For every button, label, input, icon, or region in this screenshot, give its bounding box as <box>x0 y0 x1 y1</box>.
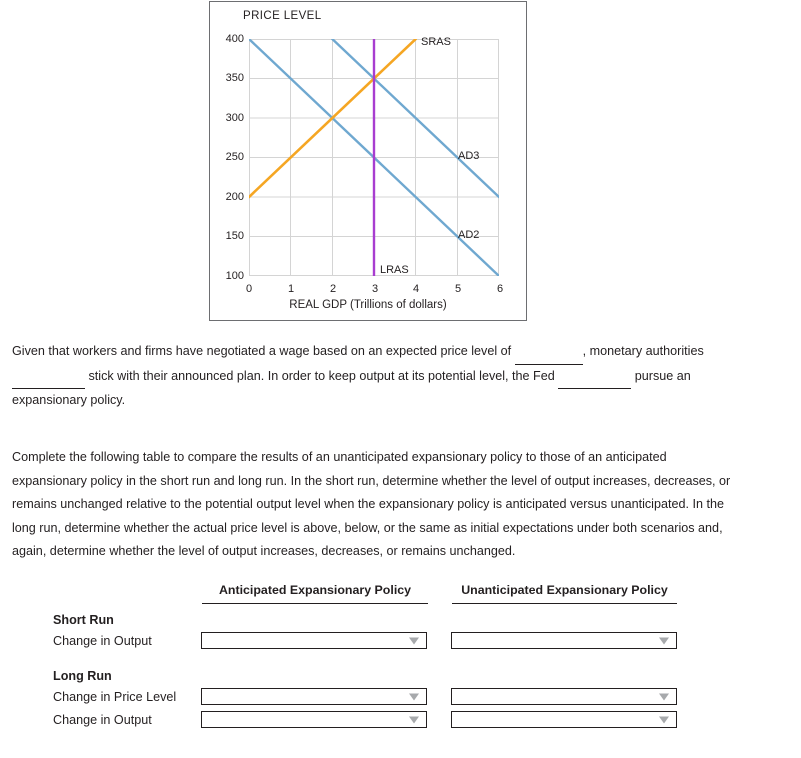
x-axis-tick-5: 5 <box>454 283 462 295</box>
x-axis-tick-3: 3 <box>371 283 379 295</box>
x-axis-tick-1: 1 <box>287 283 295 295</box>
x-axis-tick-6: 6 <box>496 283 504 295</box>
dropdown-long-run-change-in-price-level-anticipated[interactable] <box>201 688 427 705</box>
paragraph-1-part-1: Given that workers and firms have negotiated a wage based on an expected price level of <box>12 344 512 358</box>
section-label-short-run: Short Run <box>53 613 114 627</box>
y-axis-tick-100: 100 <box>225 270 244 282</box>
curve-label-ad2: AD2 <box>458 229 480 241</box>
dropdown-long-run-change-in-output-anticipated[interactable] <box>201 711 427 728</box>
chevron-down-icon <box>659 716 669 723</box>
y-axis-tick-200: 200 <box>225 191 244 203</box>
aggregate-demand-supply-chart <box>209 1 527 321</box>
section-label-long-run: Long Run <box>53 669 112 683</box>
fill-in-the-blank-paragraph <box>12 340 728 413</box>
y-axis-tick-250: 250 <box>225 151 244 163</box>
curve-label-lras: LRAS <box>380 264 409 276</box>
dropdown-short-run-change-in-output-anticipated[interactable] <box>201 632 427 649</box>
row-label-short-run-change-in-output: Change in Output <box>53 634 152 648</box>
chevron-down-icon <box>659 637 669 644</box>
blank-monetary-authorities[interactable] <box>12 365 85 390</box>
paragraph-1-part-4: pursue an expansionary policy. <box>12 368 691 407</box>
y-axis-tick-300: 300 <box>225 112 244 124</box>
dropdown-long-run-change-in-price-level-unanticipated[interactable] <box>451 688 677 705</box>
comparison-table <box>0 583 801 727</box>
curve-label-sras: SRAS <box>421 36 451 48</box>
blank-fed-pursue[interactable] <box>558 365 631 390</box>
instructions-paragraph: Complete the following table to compare the results of an unanticipated expansionary policy to those of an anticipated expansionary policy in the short run and long run. In the short run, determine whether the level of output increases, decreases, or remains unchanged relative to the potential output level when the expansionary policy is anticipated versus unanticipated. In the long run, determine whether the actual price level is above, below, or the same as initial expectations under both scenarios and, again, determine whether the level of output increases, decreases, or remains unchanged. <box>12 450 731 558</box>
row-label-long-run-change-in-output: Change in Output <box>53 713 152 727</box>
chevron-down-icon <box>409 716 419 723</box>
column-header-anticipated: Anticipated Expansionary Policy <box>202 583 428 604</box>
chevron-down-icon <box>659 693 669 700</box>
y-axis-tick-400: 400 <box>225 33 244 45</box>
x-axis-tick-4: 4 <box>412 283 420 295</box>
dropdown-long-run-change-in-output-unanticipated[interactable] <box>451 711 677 728</box>
paragraph-1-part-2: , monetary authorities <box>582 344 704 358</box>
chart-y-axis-title: PRICE LEVEL <box>243 10 322 22</box>
chevron-down-icon <box>409 637 419 644</box>
paragraph-1-part-3: stick with their announced plan. In order to keep output at its potential level, the Fed <box>88 368 555 383</box>
table-header-row <box>0 583 801 611</box>
blank-expected-price-level[interactable] <box>515 340 583 365</box>
dropdown-short-run-change-in-output-unanticipated[interactable] <box>451 632 677 649</box>
chevron-down-icon <box>409 693 419 700</box>
chart-plot-area <box>249 36 499 276</box>
x-axis-tick-2: 2 <box>329 283 337 295</box>
column-header-unanticipated: Unanticipated Expansionary Policy <box>452 583 677 604</box>
x-axis-tick-0: 0 <box>245 283 253 295</box>
y-axis-tick-350: 350 <box>225 72 244 84</box>
curve-label-ad3: AD3 <box>458 150 480 162</box>
y-axis-tick-150: 150 <box>225 230 244 242</box>
row-label-long-run-change-in-price-level: Change in Price Level <box>53 690 177 704</box>
chart-x-axis-title: REAL GDP (Trillions of dollars) <box>289 299 447 311</box>
